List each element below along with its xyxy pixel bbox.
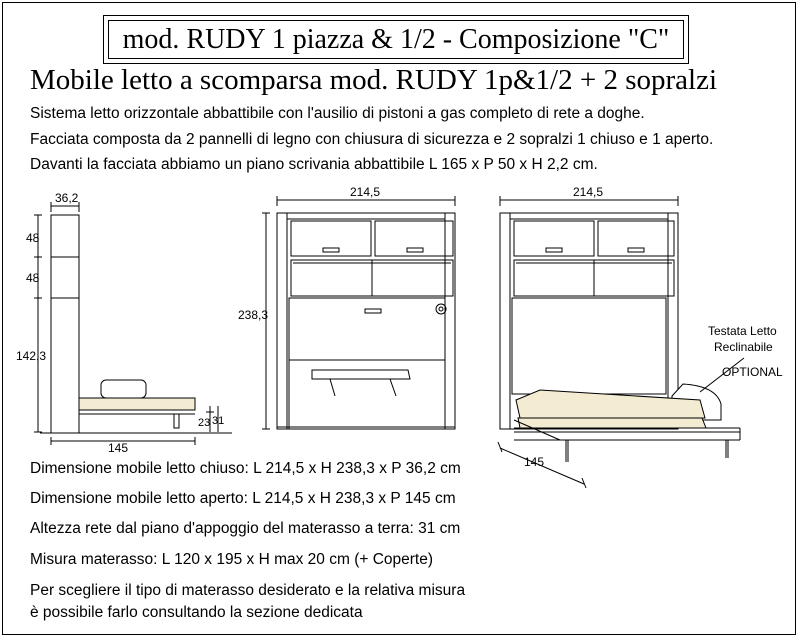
headboard-label-1: Testata Letto <box>708 324 777 338</box>
open-width-label: 214,5 <box>573 185 604 199</box>
dim-depth-top: 36,2 <box>55 191 79 205</box>
spec-closed-dimensions: Dimensione mobile letto chiuso: L 214,5 x H 238,3 x P 36,2 cm <box>30 460 461 477</box>
description-line-2: Facciata composta da 2 pannelli di legno con chiusura di sicurezza e 2 sopralzi 1 chiuso e 1 aperto. <box>30 131 714 148</box>
front-view <box>262 196 455 429</box>
side-view <box>34 202 232 445</box>
open-view <box>498 196 744 488</box>
spec-mattress-size: Misura materasso: L 120 x 195 x H max 20 cm (+ Coperte) <box>30 551 434 568</box>
description-line-3: Davanti la facciata abbiamo un piano scrivania abbattibile L 165 x P 50 x H 2,2 cm. <box>30 156 598 173</box>
open-depth-label: 145 <box>524 455 545 469</box>
dim-small-2: 31 <box>212 415 225 427</box>
subtitle: Mobile letto a scomparsa mod. RUDY 1p&1/2 + 2 sopralzi <box>30 64 718 96</box>
dim-height-top: 48 <box>26 231 40 245</box>
optional-label: OPTIONAL <box>722 365 783 379</box>
front-width-label: 214,5 <box>350 185 381 199</box>
dim-small-1: 23 <box>198 417 211 429</box>
dim-depth-open: 145 <box>108 441 129 455</box>
description-line-1: Sistema letto orizzontale abbattibile con l'ausilio di pistoni a gas completo di rete a doghe. <box>30 105 645 122</box>
front-height-label: 238,3 <box>238 308 269 322</box>
dim-height-mid: 48 <box>26 271 40 285</box>
spec-mattress-note-1: Per scegliere il tipo di materasso desiderato e la relativa misura <box>30 582 466 599</box>
page-title: mod. RUDY 1 piazza & 1/2 - Composizione "C" <box>108 20 684 59</box>
spec-mesh-height: Altezza rete dal piano d'appoggio del materasso a terra: 31 cm <box>30 520 461 537</box>
spec-mattress-note-2: è possibile farlo consultando la sezione dedicata <box>30 604 363 621</box>
headboard-label-2: Reclinabile <box>714 340 773 354</box>
spec-open-dimensions: Dimensione mobile letto aperto: L 214,5 x H 238,3 x P 145 cm <box>30 490 456 507</box>
dim-height-bottom: 142,3 <box>16 349 47 363</box>
